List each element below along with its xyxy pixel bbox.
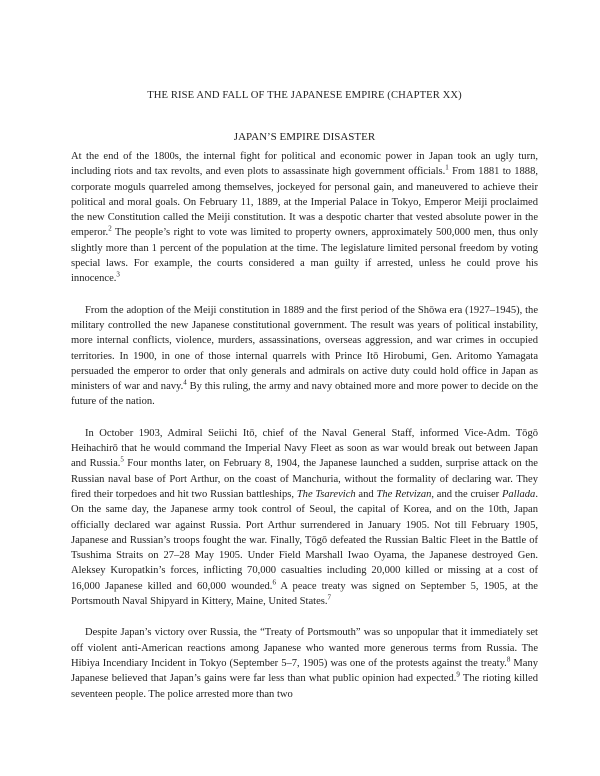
text-run: , and the cruiser (431, 488, 502, 500)
paragraph-4 (71, 625, 538, 701)
paragraph-1 (71, 149, 538, 287)
footnote-marker: 6 (272, 578, 276, 587)
text-run: By this ruling, the army and navy obtained more and more power to decide on the future of the nation. (71, 381, 538, 408)
text-run: From the adoption of the Meiji constitution in 1889 and the first period of the Shōwa era (1927–1945), the military controlled the new Japanese constitutional government. The result was years of political instability, more internal conflicts, violence, murders, assassinations, overseas aggression, and war crimes in occupied territories. In 1900, in one of those internal quarrels with Prince Itō Hirobumi, Gen. Aritomo Yamagata persuaded the emperor to order that only generals and admirals on active duty could hold office in Japan as ministers of war and navy. (71, 304, 538, 393)
text-run: . On the same day, the Japanese army took control of Seoul, the capital of Korea, and on the 10th, Japan officially declared war against Russia. Port Arthur surrendered in January 1905. Not till February 1905, Japanese and Russian’s troops fought the war. Finally, Tōgō defeated the Russian Baltic Fleet in the Battle of Tsushima Straits on 27–28 May 1905. Under Field Marshall Iwao Oyama, the Japanese destroyed Gen. Aleksey Kuropatkin’s forces, inflicting 70,000 casualties including 20,000 killed or missing at a cost of 16,000 Japanese killed and 60,000 wounded. (71, 488, 538, 592)
footnote-marker: 1 (445, 163, 449, 172)
running-title: THE RISE AND FALL OF THE JAPANESE EMPIRE (CHAPTER XX) (147, 90, 462, 101)
text-run: The rioting killed seventeen people. The police arrested more than two (71, 673, 538, 700)
footnote-marker: 7 (327, 593, 332, 602)
text-run: Four months later, on February 8, 1904, the Japanese launched a sudden, surprise attack on the Russian naval base of Port Arthur, on the coast of Manchuria, without the formality of declaring war. They fired their torpedoes and hit two Russian battleships, (71, 458, 538, 500)
footnote-marker: 5 (120, 455, 124, 464)
italic-title: The Tsarevich (296, 488, 356, 500)
section-title: JAPAN’S EMPIRE DISASTER (233, 131, 376, 143)
text-run: Despite Japan’s victory over Russia, the “Treaty of Portsmouth” was so unpopular that it immediately set off violent anti-American reactions among Japanese who wanted more generous terms from Russia. The Hibiya Incendiary Incident in Tokyo (September 5–7, 1905) was one of the protests against the treaty. (71, 627, 538, 669)
text-run: In October 1903, Admiral Seiichi Itō, chief of the Naval General Staff, informed Vice-Adm. Tōgō Heihachirō that he would command the Imperial Navy Fleet as soon as war would break out between Japan and Russia. (71, 427, 538, 470)
footnote-marker: 4 (183, 378, 187, 387)
text-run: At the end of the 1800s, the internal fight for political and economic power in Japan took an ugly turn, including riots and tax revolts, and even plots to assassinate high government officials. (71, 151, 538, 178)
paragraph-3 (71, 426, 538, 610)
text-run: and (355, 488, 377, 500)
footnote-marker: 3 (116, 270, 120, 279)
italic-title: The Retvizan (376, 488, 432, 500)
text-run: Many Japanese believed that Japan’s gains were far less than what public opinion had expected. (71, 657, 538, 685)
paragraph-2 (71, 303, 538, 410)
text-run: A peace treaty was signed on September 5, 1905, at the Portsmouth Naval Shipyard in Kittery, Maine, United States. (71, 580, 538, 608)
text-run: The people’s right to vote was limited to property owners, approximately 500,000 men, thus only slightly more than 1 percent of the population at the time. The legislature limited personal freedom by voting special laws. For example, the courts considered a man guilty if arrested, unless he could prove his innocence. (71, 227, 538, 285)
footnote-marker: 2 (108, 224, 112, 233)
footnote-marker: 8 (506, 655, 511, 664)
footnote-marker: 9 (456, 670, 460, 679)
italic-title: Pallada (501, 488, 536, 500)
text-run: From 1881 to 1888, corporate moguls quarreled among themselves, jockeyed for personal gain, and maneuvered to achieve their political and moral goals. On February 11, 1889, at the Imperial Palace in Tokyo, Emperor Meiji proclaimed the new Constitution called the Meiji constitution. It was a despotic charter that vested absolute power in the emperor. (71, 166, 538, 239)
